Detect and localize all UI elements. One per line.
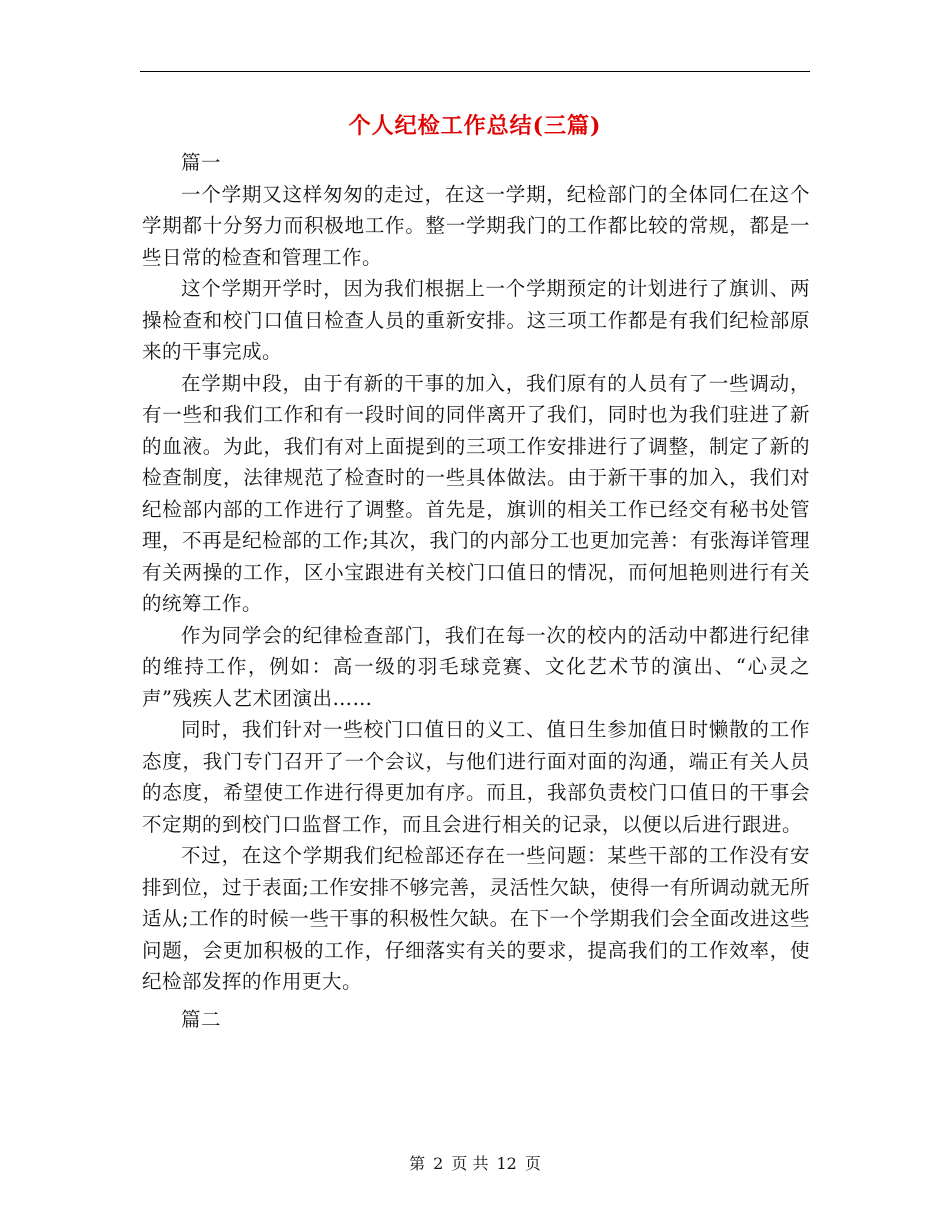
- footer-prefix: 第: [409, 1154, 426, 1173]
- document-body: [142, 147, 810, 1035]
- header-rule: [140, 71, 810, 72]
- current-page-number: 2: [433, 1154, 444, 1173]
- paragraph: 同时，我们针对一些校门口值日的义工、值日生参加值日时懒散的工作态度，我门专门召开了一个会议，与他们进行面对面的沟通，端正有关人员的态度，希望使工作进行得更加有序。而且，我部负责校门口值日的干事会不定期的到校门口监督工作，而且会进行相关的记录，以便以后进行跟进。: [142, 718, 810, 836]
- footer-middle: 页 共: [451, 1154, 489, 1173]
- paragraph: 不过，在这个学期我们纪检部还存在一些问题：某些干部的工作没有安排到位，过于表面;工作安排不够完善，灵活性欠缺，使得一有所调动就无所适从;工作的时候一些干事的积极性欠缺。在下一个学期我们会全面改进这些问题，会更加积极的工作，仔细落实有关的要求，提高我们的工作效率，使纪检部发挥的作用更大。: [142, 844, 810, 993]
- paragraph: 在学期中段，由于有新的干事的加入，我们原有的人员有了一些调动，有一些和我们工作和有一段时间的同伴离开了我们，同时也为我们驻进了新的血液。为此，我们有对上面提到的三项工作安排进行了调整，制定了新的检查制度，法律规范了检查时的一些具体做法。由于新干事的加入，我们对纪检部内部的工作进行了调整。首先是，旗训的相关工作已经交有秘书处管理，不再是纪检部的工作;其次，我门的内部分工也更加完善：有张海详管理有关两操的工作，区小宝跟进有关校门口值日的情况，而何旭艳则进行有关的统筹工作。: [142, 371, 810, 615]
- section-heading-2: 篇二: [181, 1007, 222, 1031]
- paragraph: 这个学期开学时，因为我们根据上一个学期预定的计划进行了旗训、两操检查和校门口值日检查人员的重新安排。这三项工作都是有我们纪检部原来的干事完成。: [142, 277, 810, 363]
- page-footer: [0, 1152, 950, 1176]
- section-heading-1: 篇一: [181, 151, 222, 174]
- total-pages-number: 12: [496, 1154, 517, 1173]
- paragraph: 作为同学会的纪律检查部门，我们在每一次的校内的活动中都进行纪律的维持工作，例如：高一级的羽毛球竞赛、文化艺术节的演出、“心灵之声”残疾人艺术团演出……: [142, 623, 810, 710]
- footer-suffix: 页: [524, 1154, 541, 1173]
- document-title: 个人纪检工作总结(三篇): [348, 113, 602, 139]
- paragraph: 一个学期又这样匆匆的走过，在这一学期，纪检部门的全体同仁在这个学期都十分努力而积极地工作。整一学期我门的工作都比较的常规，都是一些日常的检查和管理工作。: [142, 182, 810, 269]
